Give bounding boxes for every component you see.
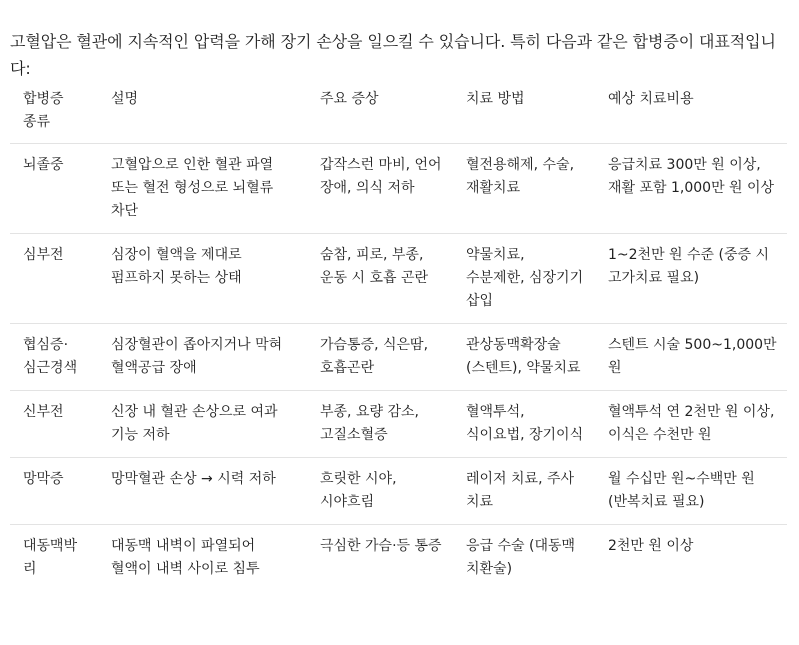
cell-description: 심장이 혈액을 제대로 펌프하지 못하는 상태 — [98, 234, 307, 324]
cell-expected-cost: 2천만 원 이상 — [608, 538, 694, 554]
complications-table — [10, 78, 787, 591]
cell-main-symptoms: 부종, 요량 감소, 고질소혈증 — [307, 391, 453, 458]
cell-description: 대동맥 내벽이 파열되어 혈액이 내벽 사이로 침투 — [111, 538, 260, 577]
cell-treatment: 약물치료, 수분제한, 심장기기 삽입 — [453, 234, 595, 324]
cell-treatment: 관상동맥확장술(스텐트), 약물치료 — [453, 324, 595, 391]
header-main-symptoms: 주요 증상 — [307, 78, 453, 144]
cell-description: 고혈압으로 인한 혈관 파열 또는 혈전 형성으로 뇌혈류 차단 — [98, 144, 307, 234]
header-expected-cost: 예상 치료비용 — [595, 78, 787, 144]
cell-main-symptoms: 숨참, 피로, 부종, 운동 시 호흡 곤란 — [307, 234, 453, 324]
cell-treatment: 혈액투석, 식이요법, 장기이식 — [453, 391, 595, 458]
cell-main-symptoms: 극심한 가슴·등 통증 — [320, 538, 442, 554]
cell-description: 신장 내 혈관 손상으로 여과 기능 저하 — [98, 391, 307, 458]
cell-complication-type: 협심증·심근경색 — [10, 324, 98, 391]
cell-main-symptoms: 갑작스런 마비, 언어 장애, 의식 저하 — [307, 144, 453, 234]
cell-expected-cost: 혈액투석 연 2천만 원 이상, 이식은 수천만 원 — [595, 391, 787, 458]
cell-description: 심장혈관이 좁아지거나 막혀 혈액공급 장애 — [98, 324, 307, 391]
cell-complication-type: 망막증 — [10, 458, 98, 525]
cell-complication-type: 신부전 — [10, 391, 98, 458]
table-row — [10, 144, 787, 234]
cell-treatment: 레이저 치료, 주사 치료 — [453, 458, 595, 525]
table-row — [10, 234, 787, 324]
table-row — [10, 324, 787, 391]
cell-complication-type: 뇌졸중 — [10, 144, 98, 234]
table-row — [10, 391, 787, 458]
cell-treatment: 응급 수술 (대동맥 치환술) — [466, 538, 576, 577]
cell-complication-type: 심부전 — [10, 234, 98, 324]
table-row — [10, 458, 787, 525]
cell-treatment: 혈전용해제, 수술, 재활치료 — [453, 144, 595, 234]
table-header-row — [10, 78, 787, 144]
header-description: 설명 — [98, 78, 307, 144]
intro-paragraph: 고혈압은 혈관에 지속적인 압력을 가해 장기 손상을 일으킬 수 있습니다. 특히 다음과 같은 합병증이 대표적입니다: — [10, 32, 776, 78]
cell-main-symptoms: 가슴통증, 식은땀, 호흡곤란 — [307, 324, 453, 391]
cell-expected-cost: 월 수십만 원~수백만 원 (반복치료 필요) — [595, 458, 787, 525]
cell-description: 망막혈관 손상 → 시력 저하 — [98, 458, 307, 525]
cell-expected-cost: 응급치료 300만 원 이상, 재활 포함 1,000만 원 이상 — [595, 144, 787, 234]
header-treatment: 치료 방법 — [453, 78, 595, 144]
table-row — [10, 525, 787, 592]
cell-main-symptoms: 흐릿한 시야, 시야흐림 — [307, 458, 453, 525]
header-complication-type: 합병증 종류 — [10, 78, 98, 144]
cell-expected-cost: 1~2천만 원 수준 (중증 시 고가치료 필요) — [595, 234, 787, 324]
cell-expected-cost: 스텐트 시술 500~1,000만 원 — [595, 324, 787, 391]
cell-complication-type: 대동맥박리 — [23, 538, 78, 577]
